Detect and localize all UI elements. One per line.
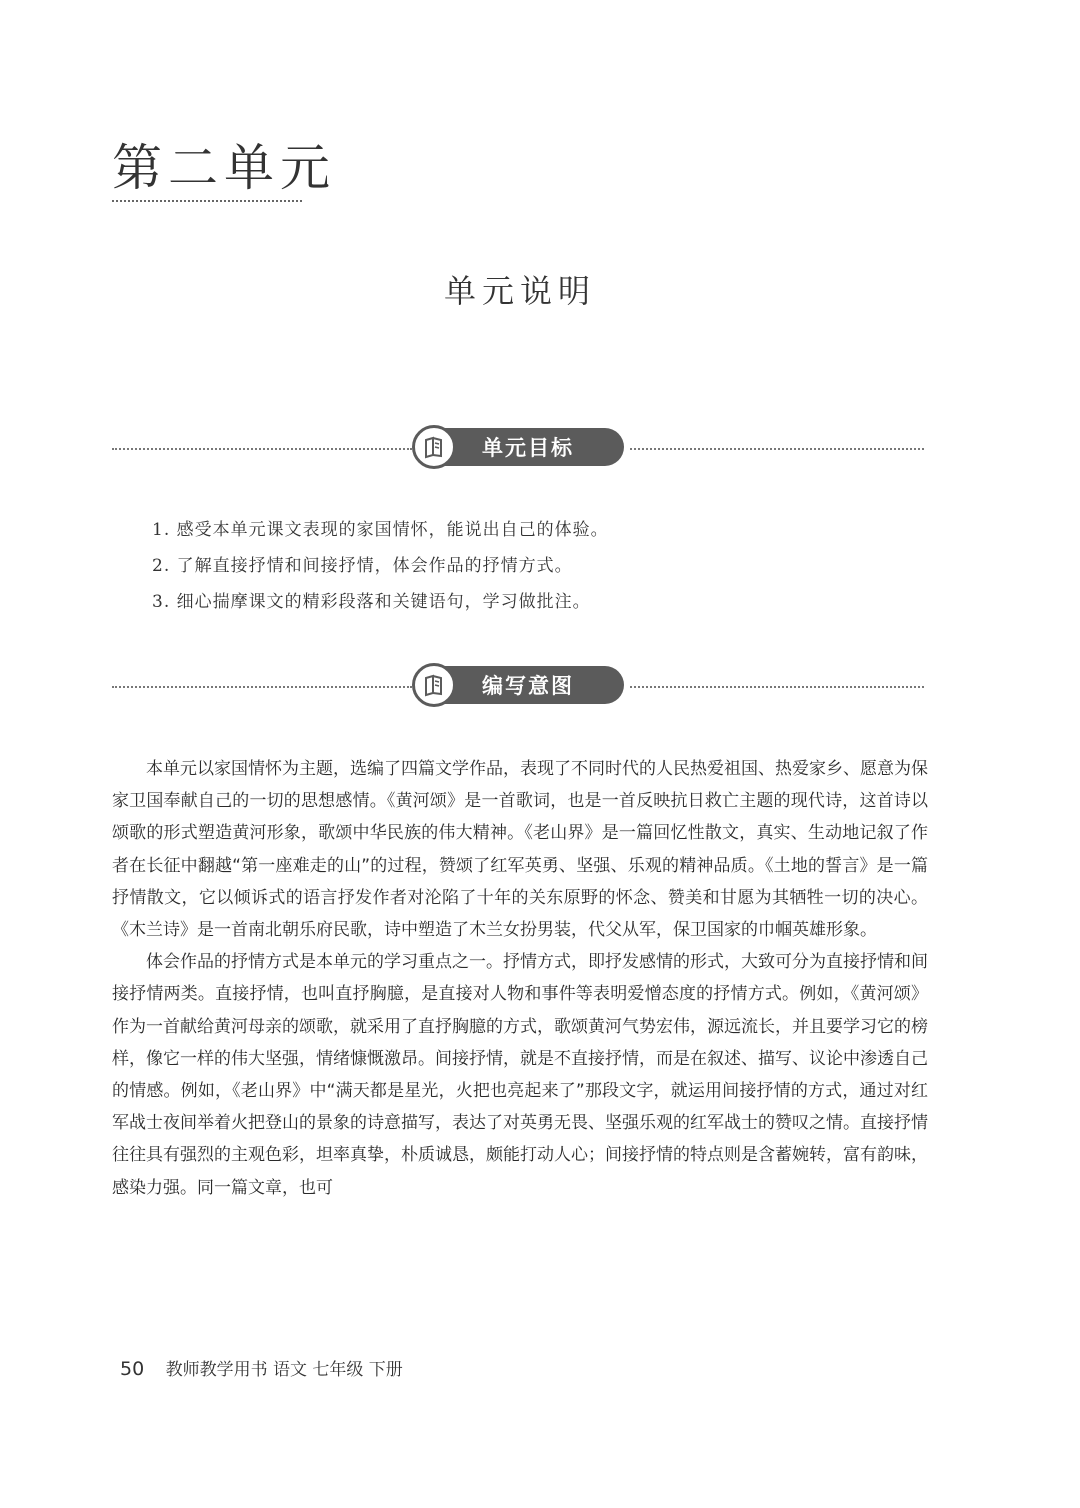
page-footer — [120, 1355, 403, 1380]
dotted-divider-left — [112, 686, 412, 688]
goal-item: 1. 感受本单元课文表现的家国情怀，能说出自己的体验。 — [152, 520, 609, 540]
intent-body — [112, 753, 928, 1204]
goals-header-pill — [416, 428, 624, 466]
goal-item: 2. 了解直接抒情和间接抒情，体会作品的抒情方式。 — [152, 556, 573, 576]
goals-section-header — [112, 428, 924, 468]
book-title: 教师教学用书 语文 七年级 下册 — [165, 1360, 403, 1380]
intent-header-label: 编写意图 — [482, 674, 574, 698]
page-number: 50 — [120, 1358, 145, 1380]
dotted-divider-right — [630, 686, 924, 688]
unit-subtitle: 单元说明 — [443, 272, 596, 310]
intent-paragraph: 本单元以家国情怀为主题，选编了四篇文学作品，表现了不同时代的人民热爱祖国、热爱家乡、愿意为保家卫国奉献自己的一切的思想感情。《黄河颂》是一首歌词，也是一首反映抗日救亡主题的现代诗，这首诗以颂歌的形式塑造黄河形象，歌颂中华民族的伟大精神。《老山界》是一篇回忆性散文，真实、生动地记叙了作者在长征中翻越“第一座难走的山”的过程，赞颂了红军英勇、坚强、乐观的精神品质。《土地的誓言》是一篇抒情散文，它以倾诉式的语言抒发作者对沦陷了十年的关东原野的怀念、赞美和甘愿为其牺牲一切的决心。《木兰诗》是一首南北朝乐府民歌，诗中塑造了木兰女扮男装，代父从军，保卫国家的巾帼英雄形象。 — [112, 759, 928, 941]
goals-list — [152, 512, 609, 620]
dotted-divider-right — [630, 448, 924, 450]
intent-paragraph: 体会作品的抒情方式是本单元的学习重点之一。抒情方式，即抒发感情的形式，大致可分为直接抒情和间接抒情两类。直接抒情，也叫直抒胸臆，是直接对人物和事件等表明爱憎态度的抒情方式。例如，《黄河颂》作为一首献给黄河母亲的颂歌，就采用了直抒胸臆的方式，歌颂黄河气势宏伟，源远流长，并且要学习它的榜样，像它一样的伟大坚强，情绪慷慨激昂。间接抒情，就是不直接抒情，而是在叙述、描写、议论中渗透自己的情感。例如，《老山界》中“满天都是星光，火把也亮起来了”那段文字，就运用间接抒情的方式，通过对红军战士夜间举着火把登山的景象的诗意描写，表达了对英勇无畏、坚强乐观的红军战士的赞叹之情。直接抒情往往具有强烈的主观色彩，坦率真挚，朴质诚恳，颇能打动人心；间接抒情的特点则是含蓄婉转，富有韵味，感染力强。同一篇文章，也可 — [112, 952, 928, 1198]
goals-header-label: 单元目标 — [482, 436, 574, 460]
book-icon — [412, 425, 456, 469]
intent-section-header — [112, 666, 924, 706]
unit-title-underline — [112, 200, 302, 202]
intent-header-pill — [416, 666, 624, 704]
goal-item: 3. 细心揣摩课文的精彩段落和关键语句，学习做批注。 — [152, 592, 591, 612]
unit-title: 第二单元 — [112, 139, 336, 197]
dotted-divider-left — [112, 448, 412, 450]
book-icon — [412, 663, 456, 707]
